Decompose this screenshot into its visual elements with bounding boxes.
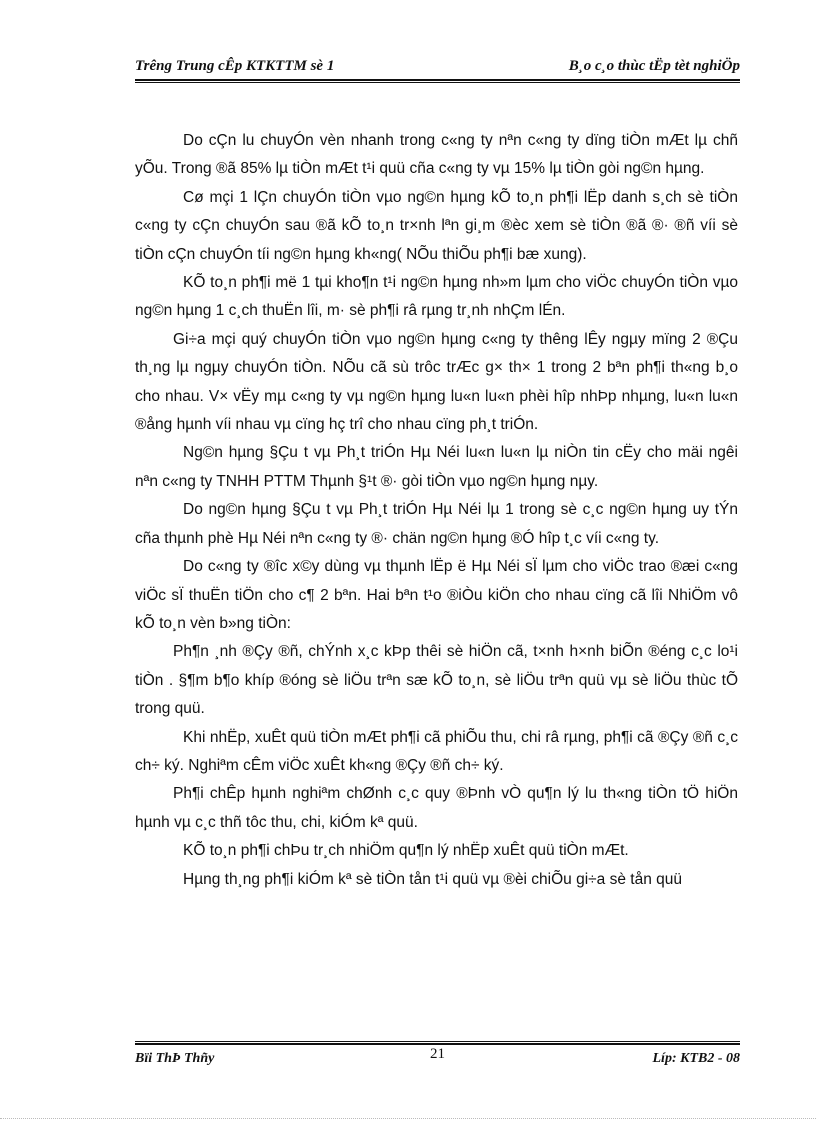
paragraph-4: Gi÷a mçi quý chuyÓn tiÒn vµo ng©n hµng c«ng ty thêng lÊy ngµy mïng 2 ®Çu th¸ng lµ ngµy chuyÓn tiÒn. NÕu cã sù trôc trÆc g× th× 1 trong 2 bªn ph¶i th«ng b¸o cho nhau. V× vËy mµ c«ng ty vµ ng©n hµng lu«n lu«n phèi hîp nhÞp nhµng, lu«n lu«n ®ång hµnh víi nhau vµ cïng hç trî cho nhau cïng ph¸t triÓn. (135, 330, 738, 434)
paragraph-2: Cø mçi 1 lÇn chuyÓn tiÒn vµo ng©n hµng kÕ to¸n ph¶i lËp danh s¸ch sè tiÒn c«ng ty cÇn chuyÓn sau ®ã kÕ to¸n tr×nh lªn gi¸m ®èc xem sè tiÒn ®ã ®· ®ñ víi sè tiÒn cÇn chuyÓn tíi ng©n hµng kh«ng( NÕu thiÕu ph¶i bæ xung). (135, 188, 738, 263)
report-title: B¸o c¸o thùc tËp tèt nghiÖp (568, 58, 740, 74)
page-header (135, 58, 740, 78)
class-code: Líp: KTB2 - 08 (652, 1051, 740, 1066)
paragraph-6: Do ng©n hµng §Çu t vµ Ph¸t triÓn Hµ Néi lµ 1 trong sè c¸c ng©n hµng uy tÝn cña thµnh phè Hµ Néi nªn c«ng ty ®· chän ng©n hµng ®Ó hîp t¸c víi c«ng ty. (135, 501, 738, 547)
paragraph-8: Ph¶n ¸nh ®Çy ®ñ, chÝnh x¸c kÞp thêi sè hiÖn cã, t×nh h×nh biÕn ®éng c¸c lo¹i tiÒn . §¶m b¶o khíp ®óng sè liÖu trªn sæ kÕ to¸n, sè liÖu trªn quü vµ sè liÖu thùc tÕ trong quü. (135, 643, 738, 718)
paragraph-10: Ph¶i chÊp hµnh nghiªm chØnh c¸c quy ®Þnh vÒ qu¶n lý lu th«ng tiÒn tÖ hiÖn hµnh vµ c¸c thñ tôc thu, chi, kiÓm kª quü. (135, 785, 738, 831)
header-divider (135, 79, 740, 83)
paragraph-3: KÕ to¸n ph¶i më 1 tµi kho¶n t¹i ng©n hµng nh»m lµm cho viÖc chuyÓn tiÒn vµo ng©n hµng 1 c¸ch thuËn lîi, m· sè ph¶i râ rµng tr¸nh nhÇm lÉn. (135, 274, 738, 320)
school-name: Trêng Trung cÊp KTKTTM sè 1 (135, 58, 335, 74)
footer-divider (135, 1041, 740, 1045)
paragraph-12: Hµng th¸ng ph¶i kiÓm kª sè tiÒn tån t¹i quü vµ ®èi chiÕu gi÷a sè tån quü (183, 870, 682, 888)
paragraph-9: Khi nhËp, xuÊt quü tiÒn mÆt ph¶i cã phiÕu thu, chi râ rµng, ph¶i cã ®Çy ®ñ c¸c ch÷ ký. Nghiªm cÊm viÖc xuÊt kh«ng ®Çy ®ñ ch÷ ký. (135, 728, 738, 774)
paragraph-5: Ng©n hµng §Çu t vµ Ph¸t triÓn Hµ Néi lu«n lu«n lµ niÒn tin cËy cho mäi ngêi nªn c«ng ty TNHH PTTM Thµnh §¹t ®· gòi tiÒn vµo ng©n hµng nµy. (135, 444, 738, 490)
page-number: 21 (430, 1046, 445, 1062)
paragraph-1: Do cÇn lu chuyÓn vèn nhanh trong c«ng ty nªn c«ng ty dïng tiÒn mÆt lµ chñ yÕu. Trong ®ã 85% lµ tiÒn mÆt t¹i quü cña c«ng ty vµ 15% lµ tiÒn gòi ng©n hµng. (135, 132, 738, 178)
paragraph-7: Do c«ng ty ®îc x©y dùng vµ thµnh lËp ë Hµ Néi sÏ lµm cho viÖc trao ®æi c«ng viÖc sÏ thuËn tiÖn cho c¶ 2 bªn. Hai bªn t¹o ®iÒu kiÖn cho nhau cïng cã lîi NhiÖm vô kÕ to¸n vèn b»ng tiÒn: (135, 558, 738, 632)
author-name: Bïi ThÞ Thñy (135, 1051, 215, 1066)
paragraph-11: KÕ to¸n ph¶i chÞu tr¸ch nhiÖm qu¶n lý nhËp xuÊt quü tiÒn mÆt. (183, 842, 629, 860)
page-boundary (0, 1118, 816, 1119)
document-body (135, 127, 738, 894)
page-footer (135, 1046, 740, 1070)
